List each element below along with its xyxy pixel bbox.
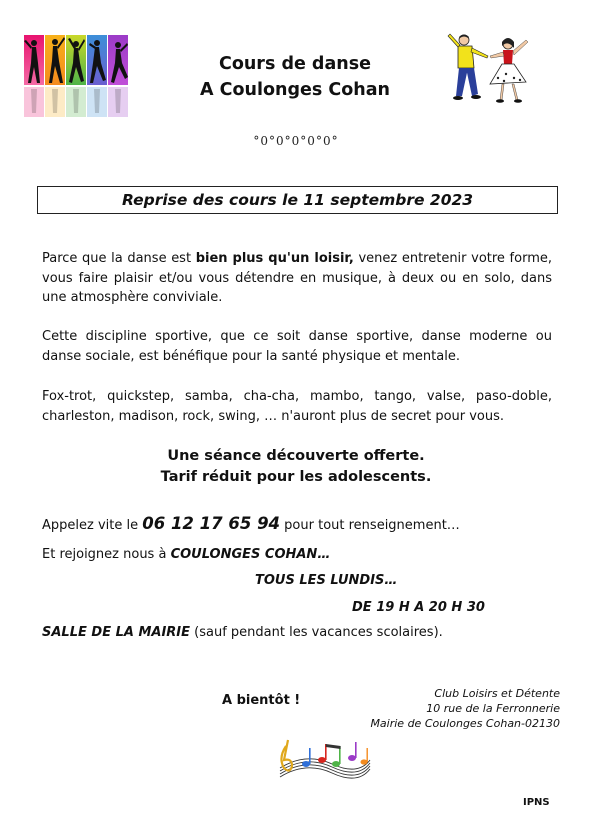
join-prefix: Et rejoignez nous à: [42, 547, 171, 562]
contact-prefix: Appelez vite le: [42, 518, 143, 533]
paragraph-benefits: Cette discipline sportive, que ce soit danse sportive, danse moderne ou danse sociale, est bénéfique pour la santé physique et mentale.: [42, 329, 552, 364]
phone-number: 06 12 17 65 94: [142, 514, 281, 533]
paragraph-intro: [42, 249, 552, 308]
paragraph-intro-start: Parce que la danse est: [42, 251, 196, 266]
paragraph-dance-styles: Fox-trot, quickstep, samba, cha-cha, mambo, tango, valse, paso-doble, charleston, madison, rock, swing, … n'auront plus de secret pour vous.: [42, 389, 552, 424]
offer-line-2: Tarif réduit pour les adolescents.: [160, 469, 432, 485]
join-line: [42, 547, 330, 562]
title-line-1: Cours de danse: [218, 54, 372, 74]
music-notes-icon: [276, 738, 372, 780]
venue-name: SALLE DE LA MAIRIE: [42, 625, 191, 640]
schedule-days: TOUS LES LUNDIS…: [255, 573, 398, 588]
farewell-text: A bientôt !: [222, 693, 301, 708]
club-town: Mairie de Coulonges Cohan-02130: [370, 717, 560, 730]
venue-line: [42, 625, 443, 640]
dancer-silhouettes-logo: [22, 33, 130, 121]
paragraph-intro-bold: bien plus qu'un loisir,: [195, 251, 354, 266]
decorative-divider: °0°0°0°0°0°: [253, 134, 339, 148]
place-name: COULONGES COHAN…: [170, 547, 331, 562]
contact-line: [42, 514, 460, 533]
paragraph-intro-end: venez entretenir votre forme, vous faire plaisir et/ou vous détendre en musique, à deux ou en solo, dans une atmosphère conviviale.: [42, 251, 552, 305]
offer-line-1: Une séance découverte offerte.: [167, 448, 425, 464]
title-line-2: A Coulonges Cohan: [200, 80, 390, 100]
announcement-box: [37, 186, 558, 214]
schedule-hours: DE 19 H A 20 H 30: [352, 600, 485, 615]
club-name: Club Loisirs et Détente: [434, 687, 560, 700]
club-street: 10 rue de la Ferronnerie: [426, 702, 560, 715]
ipns-mark: IPNS: [523, 797, 550, 808]
contact-suffix: pour tout renseignement…: [280, 518, 460, 533]
venue-note: (sauf pendant les vacances scolaires).: [190, 625, 443, 640]
announcement-text: Reprise des cours le 11 septembre 2023: [121, 191, 474, 209]
